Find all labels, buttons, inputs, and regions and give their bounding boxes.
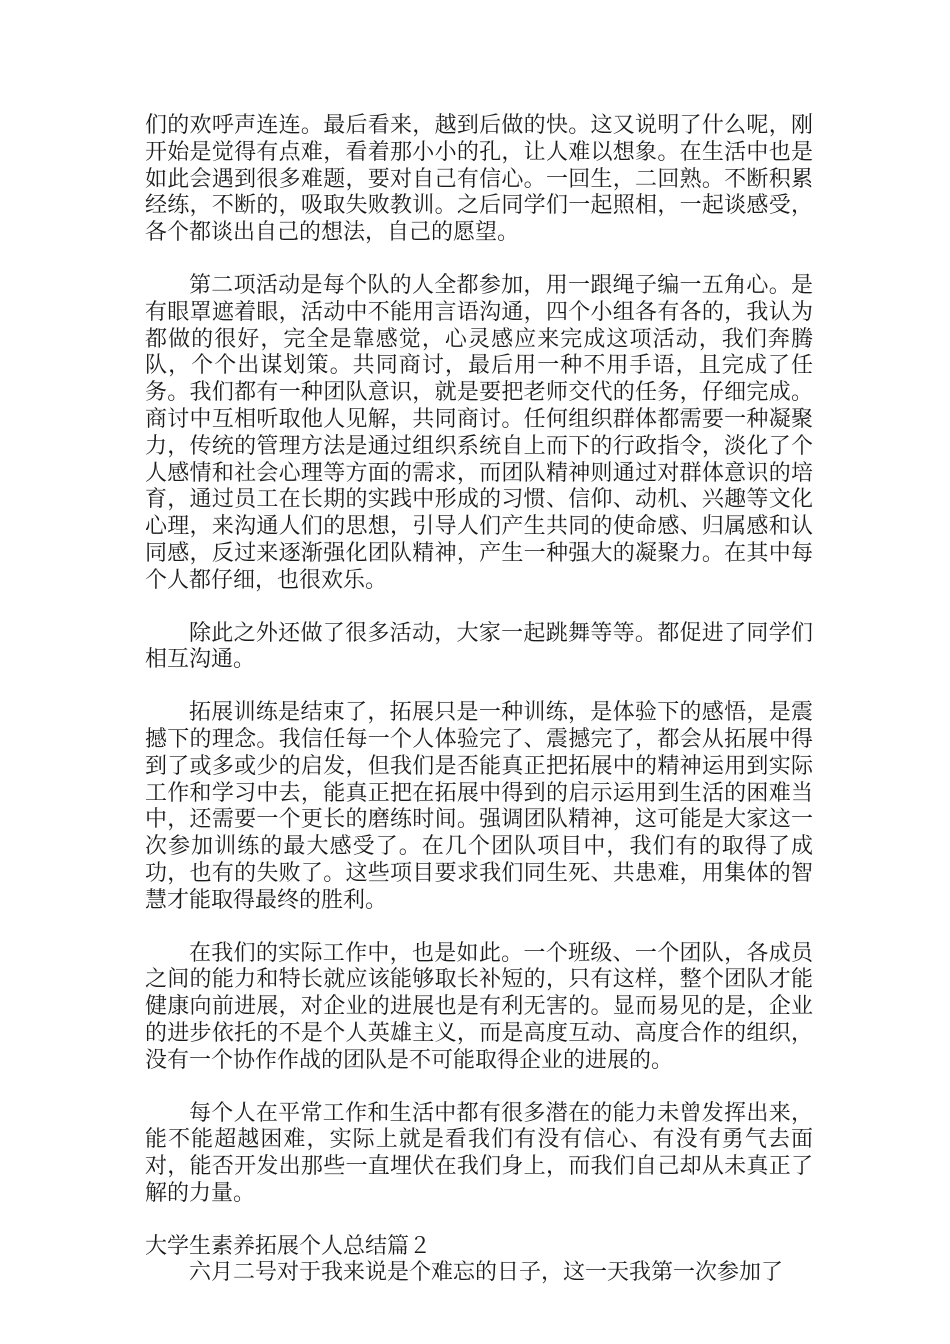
- section-heading: 大学生素养拓展个人总结篇２: [145, 1233, 432, 1259]
- paragraph-2: 第二项活动是每个队的人全都参加，用一跟绳子编一五角心。是有眼罩遮着眼，活动中不能用言语沟通，四个小组各有各的，我认为都做的很好，完全是靠感觉，心灵感应来完成这项活动，我们奔腾队，个个出谋划策。共同商讨，最后用一种不用手语，且完成了任务。我们都有一种团队意识，就是要把老师交代的任务，仔细完成。商讨中互相听取他人见解，共同商讨。任何组织群体都需要一种凝聚力，传统的管理方法是通过组织系统自上而下的行政指令，淡化了个人感情和社会心理等方面的需求，而团队精神则通过对群体意识的培育，通过员工在长期的实践中形成的习惯、信仰、动机、兴趣等文化心理，来沟通人们的思想，引导人们产生共同的使命感、归属感和认同感，反过来逐渐强化团队精神，产生一种强大的凝聚力。在其中每个人都仔细，也很欢乐。: [145, 272, 813, 593]
- paragraph-7: 六月二号对于我来说是个难忘的日子，这一天我第一次参加了: [189, 1260, 784, 1286]
- paragraph-4: 拓展训练是结束了，拓展只是一种训练，是体验下的感悟，是震撼下的理念。我信任每一个人体验完了、震撼完了，都会从拓展中得到了或多或少的启发，但我们是否能真正把拓展中的精神运用到实际工作和学习中去，能真正把在拓展中得到的启示运用到生活的困难当中，还需要一个更长的磨练时间。强调团队精神，这可能是大家这一次参加训练的最大感受了。在几个团队项目中，我们有的取得了成功，也有的失败了。这些项目要求我们同生死、共患难，用集体的智慧才能取得最终的胜利。: [145, 700, 813, 913]
- paragraph-3: 除此之外还做了很多活动，大家一起跳舞等等。都促进了同学们相互沟通。: [145, 620, 813, 673]
- paragraph-5: 在我们的实际工作中，也是如此。一个班级、一个团队，各成员之间的能力和特长就应该能够取长补短的，只有这样，整个团队才能健康向前进展，对企业的进展也是有利无害的。显而易见的是，企业的进步依托的不是个人英雄主义，而是高度互动、高度合作的组织，没有一个协作作战的团队是不可能取得企业的进展的。: [145, 940, 813, 1073]
- paragraph-1: 们的欢呼声连连。最后看来，越到后做的快。这又说明了什么呢，刚开始是觉得有点难，看着那小小的孔，让人难以想象。在生活中也是如此会遇到很多难题，要对自己有信心。一回生，二回熟。不断积累经练，不断的，吸取失败教训。之后同学们一起照相，一起谈感受，各个都谈出自己的想法，自己的愿望。: [145, 113, 813, 246]
- paragraph-6: 每个人在平常工作和生活中都有很多潜在的能力未曾发挥出来，能不能超越困难，实际上就是看我们有没有信心、有没有勇气去面对，能否开发出那些一直埋伏在我们身上，而我们自己却从未真正了解的力量。: [145, 1100, 813, 1206]
- document-page: [145, 113, 813, 1287]
